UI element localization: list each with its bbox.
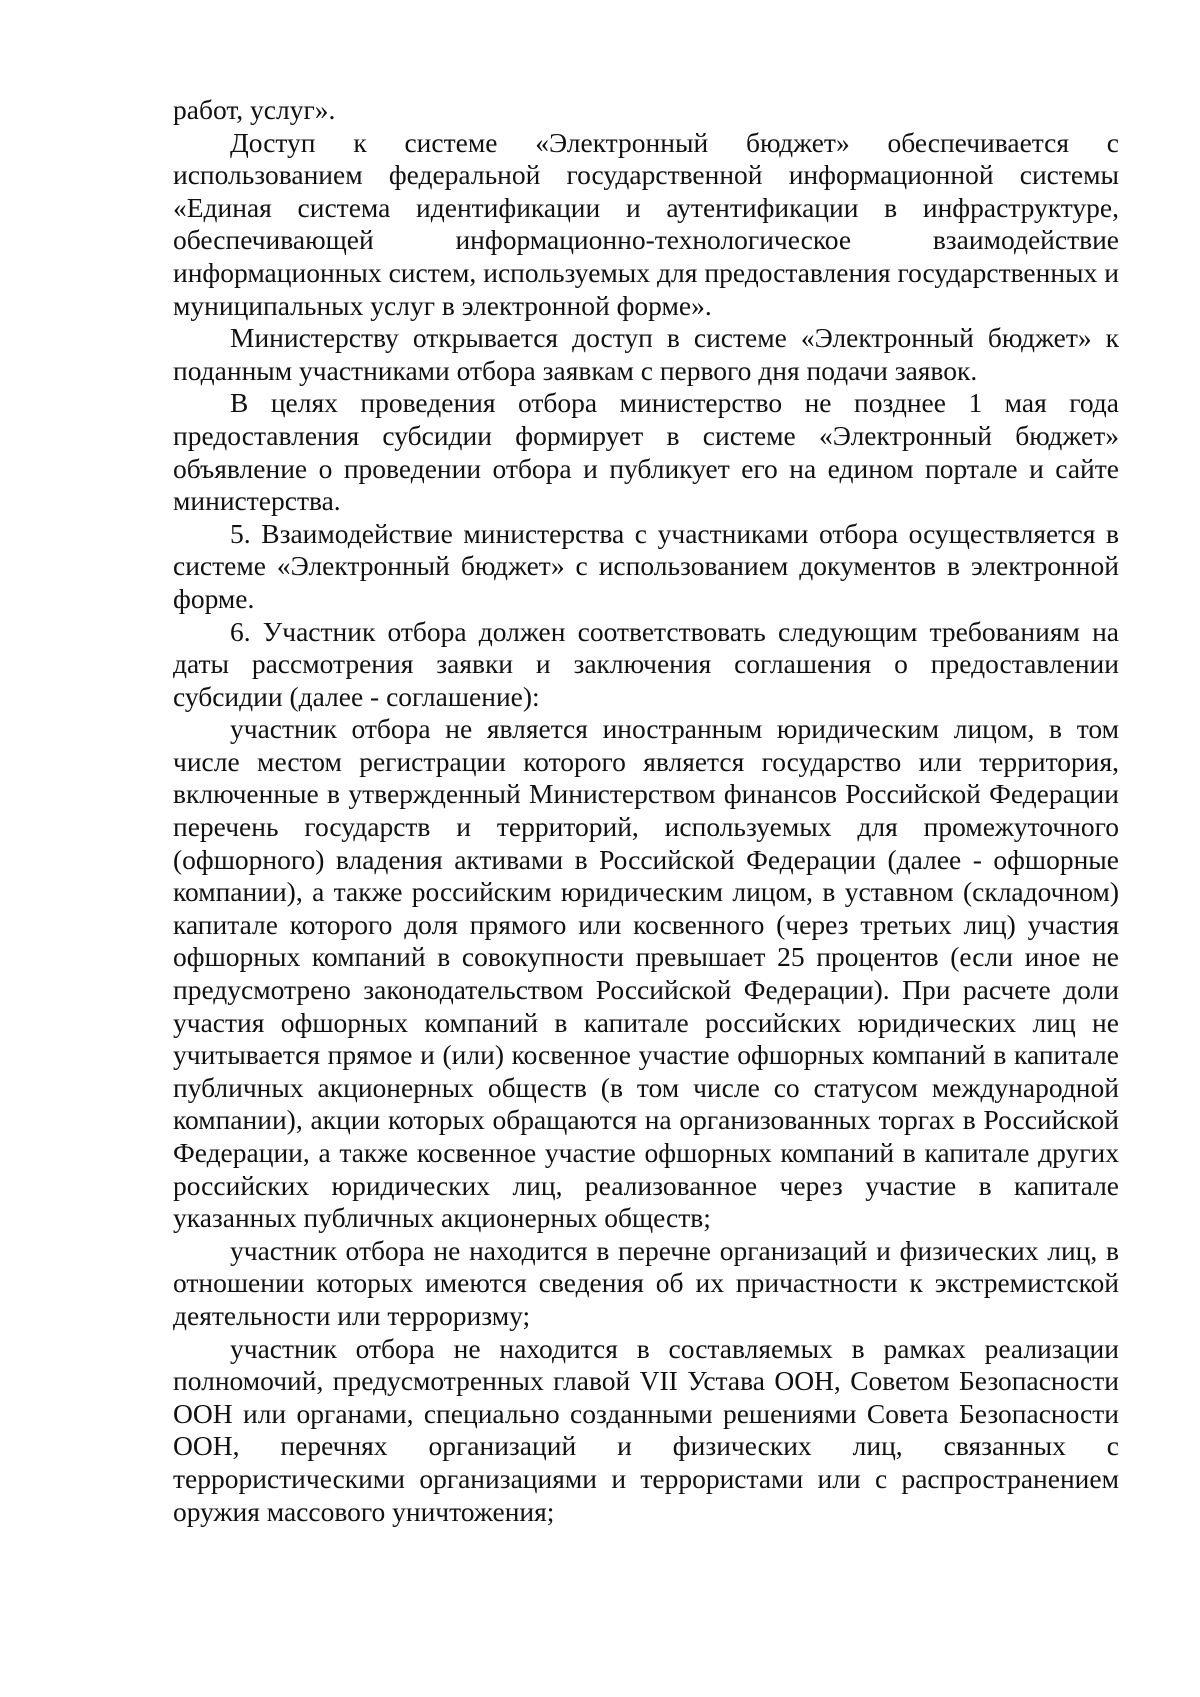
paragraph-ministry-access: Министерству открывается доступ в системе «Электронный бюджет» к поданным участниками отбора заявкам с первого дня подачи заявок. (173, 322, 1119, 386)
paragraph-selection-announcement: В целях проведения отбора министерство не позднее 1 мая года предоставления субсидии формирует в системе «Электронный бюджет» объявление о проведении отбора и публикует его на едином портале и сайте министерства. (173, 387, 1119, 517)
paragraph-item-5: 5. Взаимодействие министерства с участниками отбора осуществляется в системе «Электронный бюджет» с использованием документов в электронной форме. (173, 517, 1119, 614)
paragraph-requirement-offshore: участник отбора не является иностранным юридическим лицом, в том числе местом регистрации которого является государство или территория, включенные в утвержденный Министерством финансов Российской Федерации перечень государств и территорий, используемых для промежуточного (офшорного) владения активами в Российской Федерации (далее - офшорные компании), а также российским юридическим лицом, в уставном (складочном) капитале которого доля прямого или косвенного (через третьих лиц) участия офшорных компаний в совокупности превышает 25 процентов (если иное не предусмотрено законодательством Российской Федерации). При расчете доли участия офшорных компаний в капитале российских юридических лиц не учитывается прямое и (или) косвенное участие офшорных компаний в капитале публичных акционерных обществ (в том числе со статусом международной компании), акции которых обращаются на организованных торгах в Российской Федерации, а также косвенное участие офшорных компаний в капитале других российских юридических лиц, реализованное через участие в капитале указанных публичных акционерных обществ; (173, 713, 1119, 1234)
paragraph-access-system: Доступ к системе «Электронный бюджет» обеспечивается с использованием федеральной государственной информационной системы «Единая система идентификации и аутентификации в инфраструктуре, обеспечивающей информационно-технологическое взаимодействие информационных систем, используемых для предоставления государственных и муниципальных услуг в электронной форме». (173, 126, 1119, 321)
paragraph-continuation: работ, услуг». (173, 94, 336, 125)
paragraph-requirement-extremism: участник отбора не находится в перечне организаций и физических лиц, в отношении которых имеются сведения об их причастности к экстремистской деятельности или терроризму; (173, 1234, 1119, 1331)
paragraph-requirement-un-lists: участник отбора не находится в составляемых в рамках реализации полномочий, предусмотренных главой VII Устава ООН, Советом Безопасности ООН или органами, специально созданными решениями Совета Безопасности ООН, перечнях организаций и физических лиц, связанных с террористическими организациями и террористами или с распространением оружия массового уничтожения; (173, 1332, 1119, 1527)
paragraph-item-6: 6. Участник отбора должен соответствовать следующим требованиям на даты рассмотрения заявки и заключения соглашения о предоставлении субсидии (далее - соглашение): (173, 615, 1119, 712)
document-page (173, 94, 1119, 1528)
